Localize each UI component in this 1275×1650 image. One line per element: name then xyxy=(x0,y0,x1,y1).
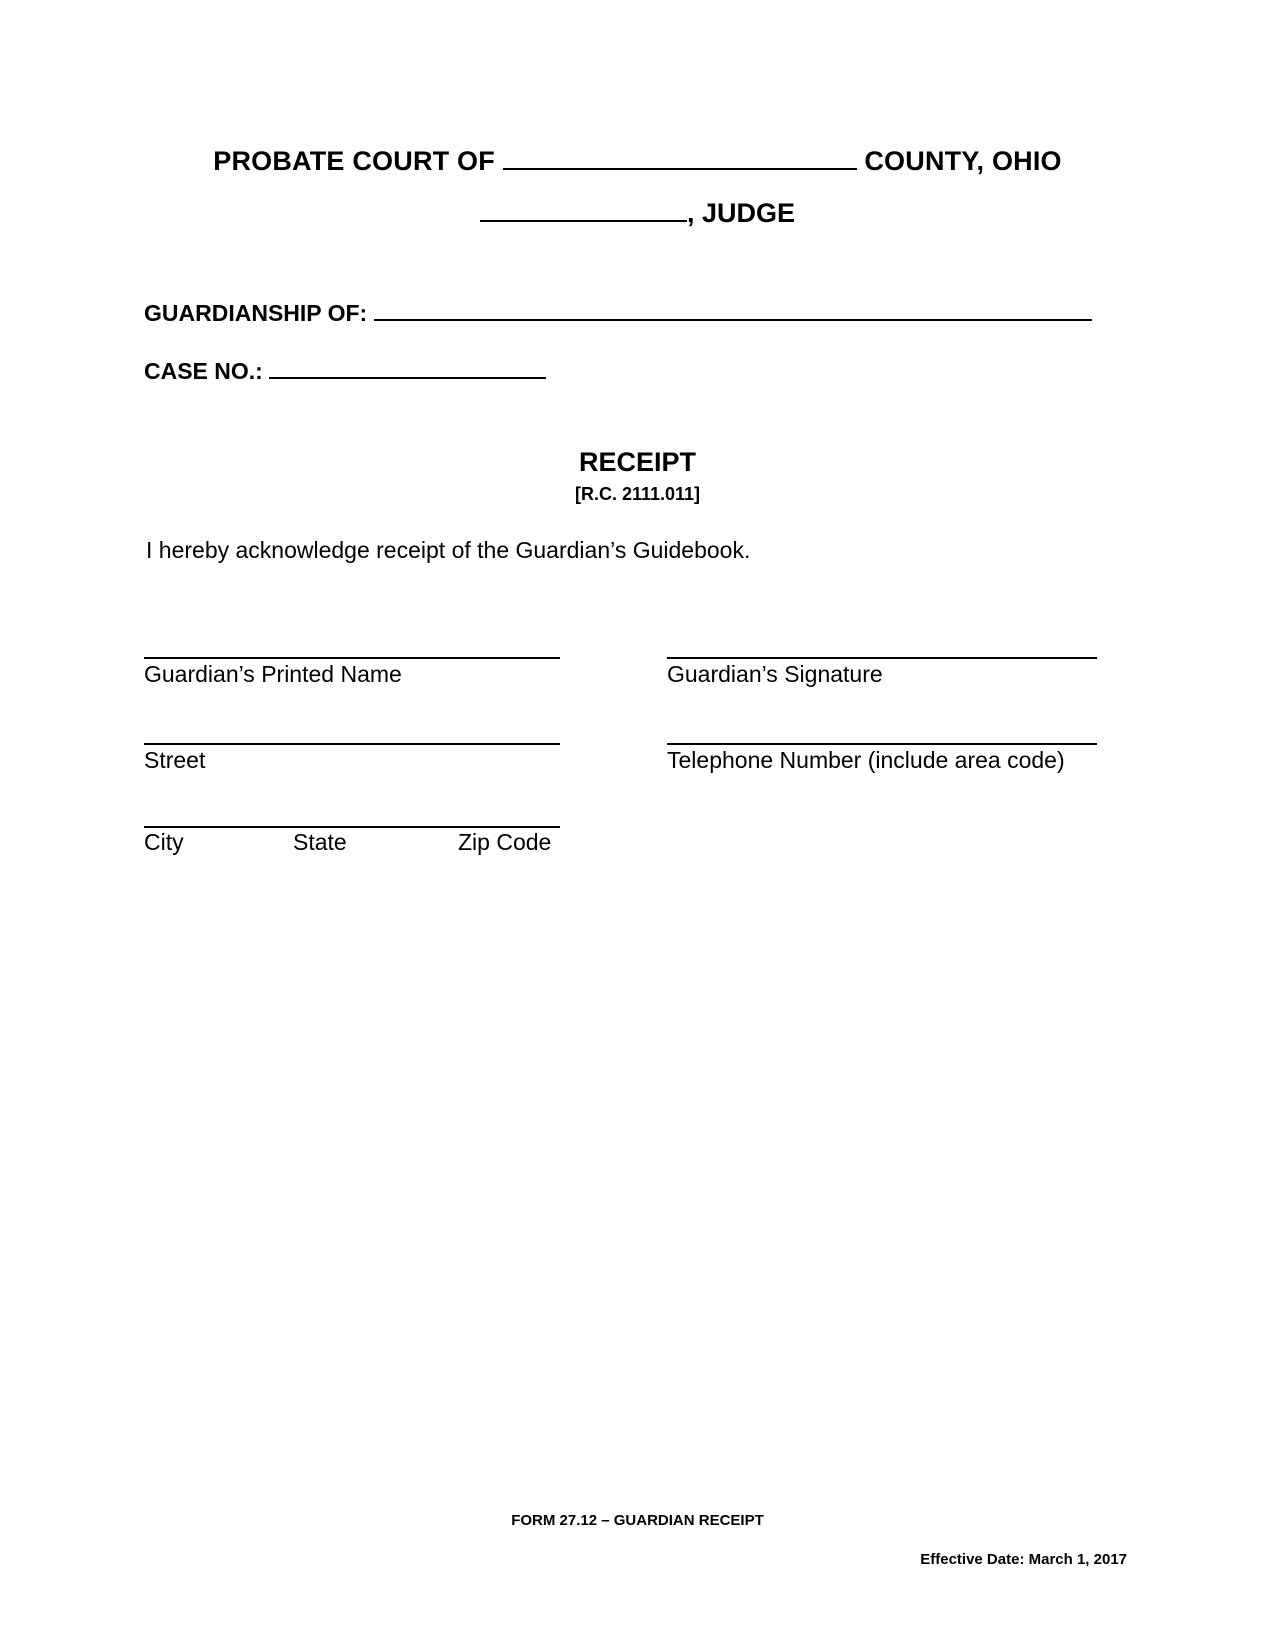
guardianship-caption xyxy=(144,300,1092,327)
signature-label: Guardian’s Signature xyxy=(667,661,883,687)
county-blank[interactable] xyxy=(503,167,857,170)
city-label: City xyxy=(144,829,184,855)
effective-date: Effective Date: March 1, 2017 xyxy=(920,1551,1127,1568)
street-line[interactable] xyxy=(144,743,560,745)
telephone-line[interactable] xyxy=(667,743,1097,745)
city-state-zip-line[interactable] xyxy=(144,826,560,828)
guardianship-blank[interactable] xyxy=(374,318,1092,321)
printed-name-label: Guardian’s Printed Name xyxy=(144,661,402,687)
court-header xyxy=(0,146,1275,177)
judge-name-blank[interactable] xyxy=(480,219,687,222)
zip-label: Zip Code xyxy=(458,829,552,855)
court-prefix: PROBATE COURT OF xyxy=(213,146,495,176)
telephone-label: Telephone Number (include area code) xyxy=(667,747,1065,773)
case-number-blank[interactable] xyxy=(269,376,546,379)
statute-reference: [R.C. 2111.011] xyxy=(574,484,701,504)
signature-line[interactable] xyxy=(667,657,1097,659)
form-identifier: FORM 27.12 – GUARDIAN RECEIPT xyxy=(511,1512,764,1529)
court-suffix: COUNTY, OHIO xyxy=(864,146,1062,176)
state-label: State xyxy=(293,829,347,855)
judge-suffix: , JUDGE xyxy=(686,198,796,228)
guardianship-label: GUARDIANSHIP OF: xyxy=(144,300,368,326)
acknowledgment-text: I hereby acknowledge receipt of the Guardian’s Guidebook. xyxy=(146,537,751,563)
street-label: Street xyxy=(144,747,206,773)
case-caption xyxy=(144,358,546,385)
printed-name-line[interactable] xyxy=(144,657,560,659)
case-label: CASE NO.: xyxy=(144,358,263,384)
judge-header xyxy=(0,198,1275,229)
page-title: RECEIPT xyxy=(578,447,697,477)
